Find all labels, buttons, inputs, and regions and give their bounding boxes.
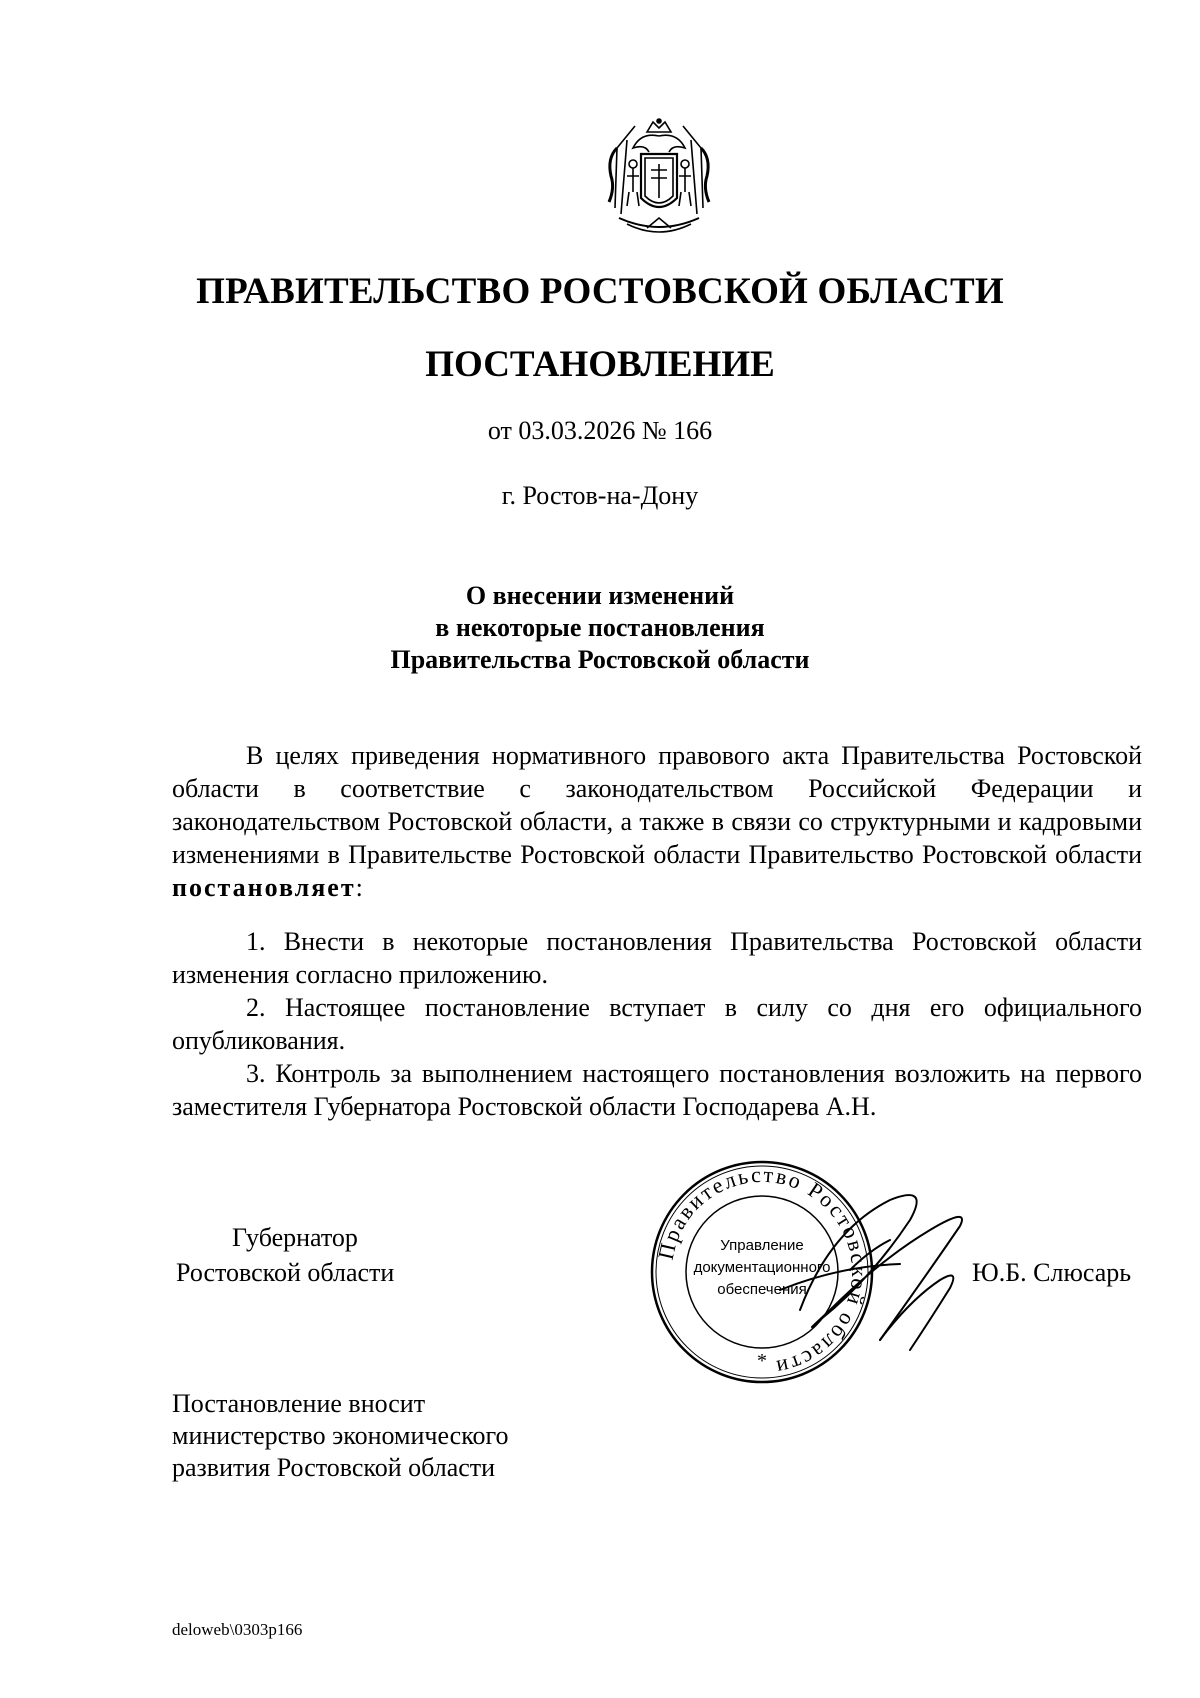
signatory-title: Губернатор	[232, 1223, 358, 1252]
document-type: ПОСТАНОВЛЕНИЕ	[425, 344, 775, 385]
stamp-star: *	[757, 1350, 767, 1372]
stamp-center-line: Управление	[720, 1237, 804, 1254]
handwritten-signature	[760, 1170, 1000, 1370]
resolution-items	[172, 925, 1142, 1123]
signatory-region: Ростовской области	[176, 1258, 395, 1287]
coat-of-arms-icon	[597, 118, 721, 242]
preamble-tail: :	[355, 873, 363, 902]
stamp-ring-text: Правительство Ростовской области	[652, 1161, 873, 1382]
initiator-note	[172, 1388, 509, 1484]
initiator-line: Постановление вносит	[172, 1389, 426, 1418]
initiator-line: развития Ростовской области	[172, 1453, 496, 1482]
document-date-number: от 03.03.2026 № 166	[487, 416, 713, 445]
resolves-keyword: постановляет	[172, 873, 356, 902]
organization-title: ПРАВИТЕЛЬСТВО РОСТОВСКОЙ ОБЛАСТИ	[196, 271, 1004, 312]
preamble-paragraph	[172, 739, 1142, 904]
stamp-center-line: документационного	[693, 1259, 831, 1276]
resolution-item: 2. Настоящее постановление вступает в силу со дня его официального опубликования.	[172, 993, 1142, 1055]
document-city: г. Ростов-на-Дону	[501, 481, 699, 510]
stamp-center-line: обеспечения	[717, 1281, 807, 1298]
preamble-text: В целях приведения нормативного правового акта Правительства Ростовской области в соответствие с законодательством Российской Федерации и законодательством Ростовской области, а также в связи со структурными и кадровыми изменениями в Правительстве Ростовской области Правительство Ростовской области	[172, 741, 1142, 869]
initiator-line: министерство экономического	[172, 1421, 509, 1450]
subject-line: Правительства Ростовской области	[390, 645, 810, 674]
document-registry-code: deloweb\0303p166	[172, 1620, 303, 1639]
resolution-item: 3. Контроль за выполнением настоящего постановления возложить на первого заместителя Губернатора Ростовской области Господарева А.Н.	[172, 1059, 1142, 1121]
resolution-item: 1. Внести в некоторые постановления Правительства Ростовской области изменения согласно приложению.	[172, 927, 1142, 989]
document-subject	[0, 580, 1200, 676]
subject-line: О внесении изменений	[465, 581, 735, 610]
signatory-name: Ю.Б. Слюсарь	[972, 1258, 1132, 1287]
subject-line: в некоторые постановления	[435, 613, 765, 642]
